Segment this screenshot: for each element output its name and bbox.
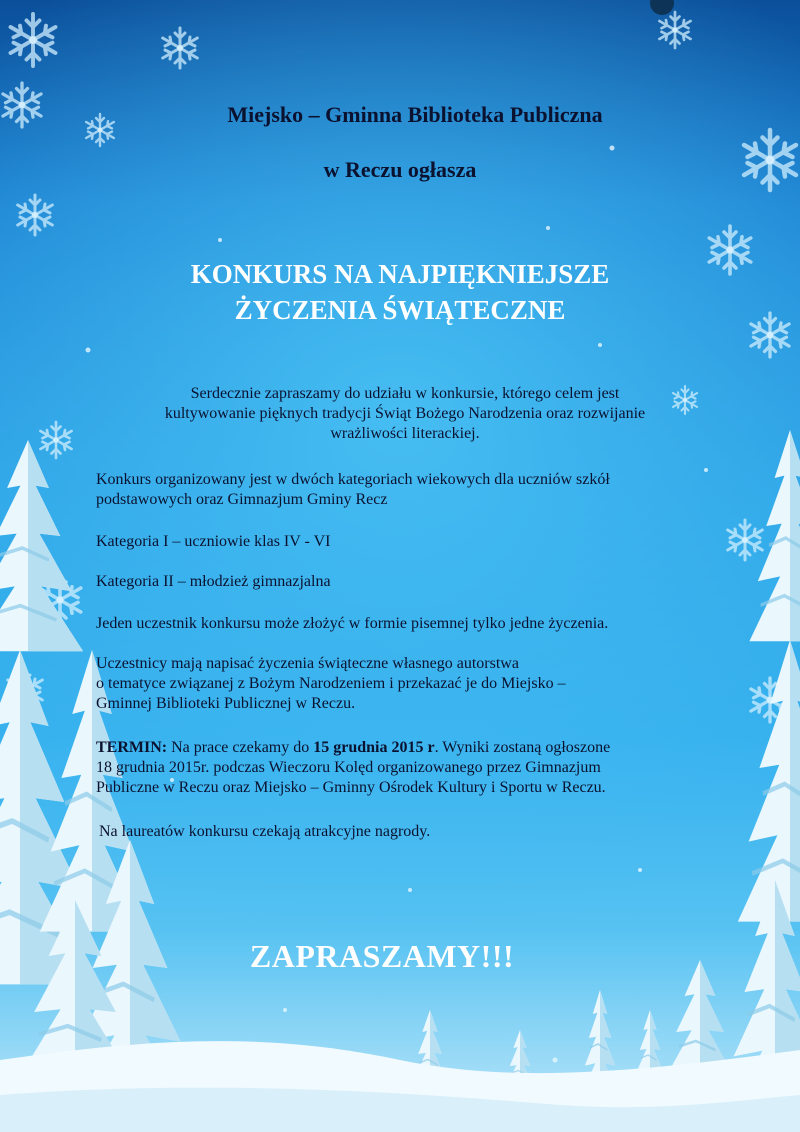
category-1: Kategoria I – uczniowie klas IV - VI <box>96 533 331 550</box>
deadline-paragraph <box>96 738 756 798</box>
organizer-announces: w Reczu ogłasza <box>323 157 477 182</box>
intro-line-1: Serdecznie zapraszamy do udziału w konkursie, którego celem jest <box>190 385 620 402</box>
one-entry-rule: Jeden uczestnik konkursu może złożyć w formie pisemnej tylko jedne życzenia. <box>96 615 609 632</box>
intro-line-3: wrażliwości literackiej. <box>330 425 480 442</box>
contest-title-line-1: KONKURS NA NAJPIĘKNIEJSZE <box>190 259 610 289</box>
intro-paragraph <box>60 384 750 444</box>
deadline-line-2: 18 grudnia 2015r. podczas Wieczoru Kolęd organizowanego przez Gimnazjum <box>96 759 601 776</box>
deadline-text-a: Na prace czekamy do <box>167 739 314 756</box>
contest-title-line-2: ŻYCZENIA ŚWIĄTECZNE <box>234 295 566 325</box>
deadline-line-3: Publiczne w Reczu oraz Miejsko – Gminny Ośrodek Kultury i Sportu w Reczu. <box>96 779 606 796</box>
categories-line-1: Konkurs organizowany jest w dwóch kategoriach wiekowych dla uczniów szkół <box>96 471 610 488</box>
deadline-text-b: . Wyniki zostaną ogłoszone <box>434 739 611 756</box>
intro-line-2: kultywowanie pięknych tradycji Świąt Bożego Narodzenia oraz rozwijanie <box>164 405 646 422</box>
prizes-note: Na laureatów konkursu czekają atrakcyjne nagrody. <box>99 823 431 840</box>
deadline-label: TERMIN: <box>96 739 168 756</box>
deadline-line-1 <box>96 738 756 758</box>
participants-paragraph <box>96 654 736 714</box>
categories-line-2: podstawowych oraz Gimnazjum Gminy Recz <box>96 491 388 508</box>
participants-line-1: Uczestnicy mają napisać życzenia świąteczne własnego autorstwa <box>96 655 519 672</box>
participants-line-2: o tematyce związanej z Bożym Narodzeniem i przekazać je do Miejsko – <box>96 675 566 692</box>
participants-line-3: Gminnej Biblioteki Publicznej w Reczu. <box>96 695 356 712</box>
deadline-date: 15 grudnia 2015 r <box>313 739 435 756</box>
contest-title <box>0 256 800 328</box>
category-2: Kategoria II – młodzież gimnazjalna <box>96 573 331 590</box>
organizer-name: Miejsko – Gminna Biblioteka Publiczna <box>227 102 603 127</box>
closing-invitation: ZAPRASZAMY!!! <box>249 938 515 974</box>
categories-paragraph <box>96 470 736 510</box>
